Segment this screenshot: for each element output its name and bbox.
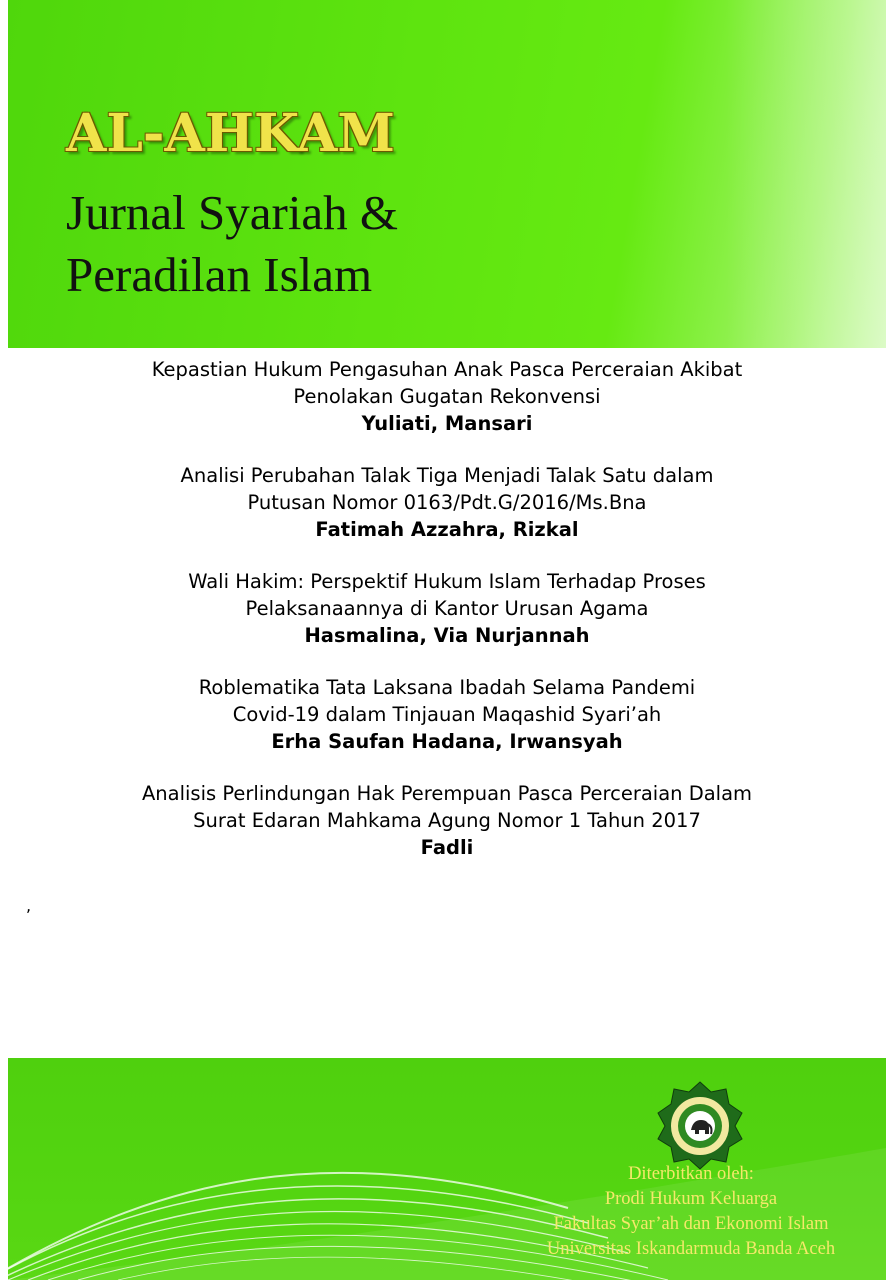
article-authors: Fatimah Azzahra, Rizkal [315, 518, 579, 541]
publisher-label: Diterbitkan oleh: [628, 1164, 754, 1184]
publisher-faculty: Fakultas Syar’ah dan Ekonomi Islam [553, 1214, 829, 1234]
article-title-line: Surat Edaran Mahkama Agung Nomor 1 Tahun 2017 [193, 809, 701, 832]
cover-header-banner [8, 0, 886, 348]
stray-comma-mark: , [26, 896, 32, 915]
article-title-line: Pelaksanaannya di Kantor Urusan Agama [245, 597, 649, 620]
page-margin [0, 0, 8, 1280]
article-title-line: Wali Hakim: Perspektif Hukum Islam Terhadap Proses [188, 570, 706, 593]
article-authors: Yuliati, Mansari [361, 412, 533, 435]
article-entry-3 [8, 568, 886, 649]
publisher-program: Prodi Hukum Keluarga [604, 1189, 778, 1209]
publisher-university: Universitas Iskandarmuda Banda Aceh [546, 1239, 836, 1259]
university-emblem-icon [655, 1080, 745, 1170]
article-title-line: Covid-19 dalam Tinjauan Maqashid Syari’ah [232, 703, 662, 726]
table-of-contents [8, 356, 886, 886]
journal-subtitle-line-2: Peradilan Islam [66, 247, 373, 302]
article-title-line: Penolakan Gugatan Rekonvensi [293, 385, 601, 408]
article-title-line: Putusan Nomor 0163/Pdt.G/2016/Ms.Bna [247, 491, 647, 514]
journal-name: AL-AHKAM [66, 103, 395, 164]
article-entry-5 [8, 780, 886, 861]
banner-highlight [726, 0, 886, 348]
article-entry-4 [8, 674, 886, 755]
article-authors: Erha Saufan Hadana, Irwansyah [271, 730, 623, 753]
journal-subtitle-line-1: Jurnal Syariah & [66, 185, 399, 240]
article-entry-2 [8, 462, 886, 543]
journal-subtitle [66, 182, 398, 306]
article-authors: Fadli [420, 836, 474, 859]
article-title-line: Roblematika Tata Laksana Ibadah Selama Pandemi [198, 676, 696, 699]
article-title-line: Analisis Perlindungan Hak Perempuan Pasca Perceraian Dalam [141, 782, 753, 805]
publisher-info [506, 1162, 876, 1262]
cover-footer-banner [8, 1058, 886, 1280]
article-title-line: Analisi Perubahan Talak Tiga Menjadi Talak Satu dalam [180, 464, 714, 487]
article-authors: Hasmalina, Via Nurjannah [304, 624, 590, 647]
article-title-line: Kepastian Hukum Pengasuhan Anak Pasca Perceraian Akibat [151, 358, 743, 381]
article-entry-1 [8, 356, 886, 437]
